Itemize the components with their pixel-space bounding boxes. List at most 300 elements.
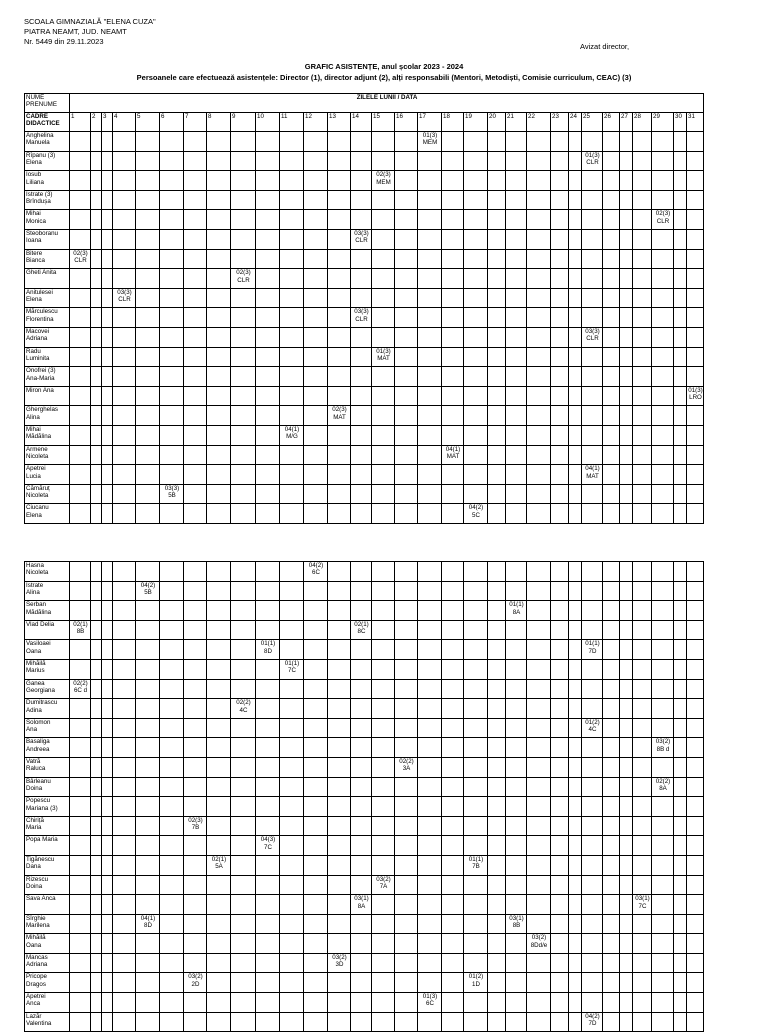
- day-cell: [488, 953, 506, 973]
- day-cell: [527, 601, 551, 621]
- day-cell: [464, 659, 488, 679]
- day-cell: [488, 151, 506, 171]
- day-cell: [256, 151, 280, 171]
- day-cell: [551, 210, 569, 230]
- day-cell: [231, 269, 256, 289]
- day-cell: [674, 445, 687, 465]
- table-row: [25, 367, 704, 387]
- day-cell: [506, 895, 527, 915]
- day-cell: [652, 347, 674, 367]
- day-cell: [551, 386, 569, 406]
- day-cell: [113, 895, 136, 915]
- day-cell: [160, 249, 184, 269]
- day-cell: [256, 367, 280, 387]
- assessment-class: MAT: [446, 452, 460, 460]
- day-cell: [442, 425, 464, 445]
- day-cell: [280, 504, 304, 524]
- day-cell: [160, 425, 184, 445]
- day-cell: [506, 562, 527, 582]
- day-cell: [506, 640, 527, 660]
- teacher-name: Gheti Anita: [25, 269, 70, 289]
- day-cell: [328, 132, 351, 152]
- day-cell: [184, 816, 207, 836]
- day-cell: [304, 953, 328, 973]
- day-cell: [442, 1012, 464, 1032]
- table-row: [25, 288, 704, 308]
- day-cell: [70, 406, 91, 426]
- day-cell: [351, 640, 372, 660]
- day-cell: [280, 679, 304, 699]
- day-cell: [372, 816, 395, 836]
- day-cell: [304, 504, 328, 524]
- day-cell: [620, 229, 633, 249]
- day-cell: [674, 327, 687, 347]
- day-cell: [372, 229, 395, 249]
- day-cell: [551, 581, 569, 601]
- day-cell: [184, 190, 207, 210]
- day-cell: [102, 895, 113, 915]
- day-cell: [551, 601, 569, 621]
- assessment-code: 02(2): [236, 699, 251, 707]
- day-cell: [418, 640, 442, 660]
- day-cell: [418, 1012, 442, 1032]
- day-cell: [442, 171, 464, 191]
- day-cell: [351, 973, 372, 993]
- day-cell: [582, 288, 603, 308]
- day-cell: [488, 210, 506, 230]
- day-cell: [70, 659, 91, 679]
- day-cell: [633, 465, 652, 485]
- day-cell: [372, 386, 395, 406]
- day-cell: [464, 308, 488, 328]
- day-cell: [207, 699, 231, 719]
- day-cell: [652, 229, 674, 249]
- table-row: [25, 269, 704, 289]
- day-cell: [527, 993, 551, 1013]
- day-number: 19: [464, 113, 488, 132]
- schedule-table-2: [24, 561, 704, 1032]
- day-cell: [488, 1012, 506, 1032]
- day-cell: [687, 308, 704, 328]
- day-cell: [652, 151, 674, 171]
- day-cell: [464, 777, 488, 797]
- day-cell: [633, 757, 652, 777]
- day-cell: [395, 757, 418, 777]
- day-cell: [652, 934, 674, 954]
- assessment-code: 04(1): [445, 445, 461, 453]
- day-cell: [102, 484, 113, 504]
- day-cell: [231, 777, 256, 797]
- day-cell: [620, 269, 633, 289]
- day-cell: [506, 875, 527, 895]
- day-cell: [506, 190, 527, 210]
- day-cell: [506, 699, 527, 719]
- day-cell: [687, 777, 704, 797]
- day-cell: [113, 210, 136, 230]
- day-cell: [506, 659, 527, 679]
- day-cell: [184, 327, 207, 347]
- day-cell: [620, 601, 633, 621]
- day-cell: [304, 757, 328, 777]
- day-cell: [569, 190, 582, 210]
- day-cell: [464, 249, 488, 269]
- day-cell: [113, 190, 136, 210]
- day-cell: [687, 504, 704, 524]
- day-cell: [488, 327, 506, 347]
- day-cell: [603, 934, 620, 954]
- day-cell: [620, 640, 633, 660]
- assessment-code: 03(3): [164, 484, 180, 492]
- day-cell: [160, 581, 184, 601]
- day-cell: [70, 308, 91, 328]
- day-cell: [620, 562, 633, 582]
- day-cell: [620, 308, 633, 328]
- day-cell: [136, 562, 160, 582]
- day-cell: [91, 640, 102, 660]
- day-cell: [102, 249, 113, 269]
- day-cell: [674, 993, 687, 1013]
- day-cell: [113, 601, 136, 621]
- day-cell: [633, 738, 652, 758]
- day-cell: [102, 1012, 113, 1032]
- day-cell: [620, 484, 633, 504]
- day-cell: [488, 679, 506, 699]
- day-cell: [102, 914, 113, 934]
- day-cell: [207, 425, 231, 445]
- day-cell: [569, 171, 582, 191]
- day-cell: [351, 425, 372, 445]
- assessment-class: 7D: [588, 1020, 597, 1028]
- day-cell: [372, 718, 395, 738]
- day-cell: [372, 465, 395, 485]
- assessment-class: CLR: [237, 276, 250, 284]
- assessment-class: 2D: [191, 980, 200, 988]
- day-cell: [464, 504, 488, 524]
- day-cell: [395, 601, 418, 621]
- day-cell: [442, 562, 464, 582]
- day-cell: [91, 367, 102, 387]
- day-cell: [418, 347, 442, 367]
- day-cell: [184, 347, 207, 367]
- day-cell: [328, 895, 351, 915]
- day-cell: [620, 738, 633, 758]
- day-cell: [160, 679, 184, 699]
- day-cell: [91, 679, 102, 699]
- day-cell: [91, 386, 102, 406]
- day-cell: [231, 151, 256, 171]
- day-cell: [652, 777, 674, 797]
- day-cell: [102, 445, 113, 465]
- day-cell: [652, 504, 674, 524]
- day-cell: [280, 718, 304, 738]
- day-cell: [136, 171, 160, 191]
- table-row: [25, 640, 704, 660]
- day-cell: [113, 1012, 136, 1032]
- day-cell: [184, 425, 207, 445]
- day-cell: [442, 249, 464, 269]
- day-cell: [464, 914, 488, 934]
- day-cell: [160, 484, 184, 504]
- day-cell: [328, 738, 351, 758]
- day-cell: [603, 425, 620, 445]
- day-cell: [160, 953, 184, 973]
- day-cell: [136, 659, 160, 679]
- day-cell: [687, 581, 704, 601]
- day-cell: [70, 504, 91, 524]
- day-cell: [207, 367, 231, 387]
- day-cell: [102, 718, 113, 738]
- day-cell: [256, 836, 280, 856]
- day-cell: [231, 327, 256, 347]
- day-cell: [256, 777, 280, 797]
- day-cell: [687, 347, 704, 367]
- day-cell: [582, 425, 603, 445]
- day-cell: [184, 562, 207, 582]
- day-cell: [464, 699, 488, 719]
- day-cell: [633, 934, 652, 954]
- assessment-code: 01(3): [422, 132, 438, 139]
- day-cell: [442, 777, 464, 797]
- day-cell: [569, 718, 582, 738]
- table-row: [25, 757, 704, 777]
- day-cell: [372, 777, 395, 797]
- assessment-code: 01(3): [585, 151, 600, 159]
- assessment-code: 03(1): [635, 895, 650, 903]
- day-cell: [551, 288, 569, 308]
- day-cell: [652, 308, 674, 328]
- day-cell: [674, 581, 687, 601]
- day-cell: [91, 581, 102, 601]
- day-cell: [687, 229, 704, 249]
- day-cell: [136, 288, 160, 308]
- day-cell: [551, 151, 569, 171]
- day-cell: [280, 836, 304, 856]
- teacher-name: Miron Ana: [25, 386, 70, 406]
- day-cell: [418, 757, 442, 777]
- day-cell: [442, 210, 464, 230]
- assessment-code: 02(3): [188, 816, 203, 824]
- day-cell: [527, 875, 551, 895]
- day-cell: [569, 269, 582, 289]
- day-cell: [582, 347, 603, 367]
- day-cell: [442, 367, 464, 387]
- day-cell: [582, 953, 603, 973]
- day-cell: [488, 973, 506, 993]
- day-cell: [527, 914, 551, 934]
- day-cell: [184, 718, 207, 738]
- day-cell: [488, 445, 506, 465]
- assessment-code: 02(3): [332, 406, 347, 414]
- day-cell: [102, 229, 113, 249]
- day-cell: [652, 367, 674, 387]
- day-cell: [687, 190, 704, 210]
- day-cell: [464, 425, 488, 445]
- day-cell: [418, 914, 442, 934]
- day-cell: [304, 797, 328, 817]
- assessment-class: 4C: [588, 726, 597, 734]
- day-cell: [70, 386, 91, 406]
- day-cell: [304, 973, 328, 993]
- day-cell: [582, 210, 603, 230]
- day-cell: [569, 484, 582, 504]
- day-cell: [231, 171, 256, 191]
- day-cell: [652, 1012, 674, 1032]
- day-cell: [488, 895, 506, 915]
- day-cell: [488, 718, 506, 738]
- day-cell: [620, 249, 633, 269]
- day-cell: [620, 1012, 633, 1032]
- day-cell: [633, 973, 652, 993]
- day-cell: [674, 562, 687, 582]
- day-cell: [102, 151, 113, 171]
- day-cell: [256, 190, 280, 210]
- day-number: 29: [652, 113, 674, 132]
- day-cell: [582, 386, 603, 406]
- day-cell: [395, 190, 418, 210]
- day-cell: [280, 738, 304, 758]
- day-cell: [687, 620, 704, 640]
- day-cell: [569, 914, 582, 934]
- day-cell: [569, 875, 582, 895]
- day-cell: [633, 777, 652, 797]
- day-cell: [207, 484, 231, 504]
- day-cell: [304, 895, 328, 915]
- day-cell: [184, 269, 207, 289]
- day-cell: [582, 934, 603, 954]
- day-cell: [91, 738, 102, 758]
- day-cell: [395, 171, 418, 191]
- day-cell: [603, 620, 620, 640]
- day-cell: [207, 620, 231, 640]
- day-cell: [91, 132, 102, 152]
- day-cell: [136, 190, 160, 210]
- day-cell: [207, 679, 231, 699]
- day-cell: [395, 288, 418, 308]
- day-cell: [506, 210, 527, 230]
- day-cell: [551, 679, 569, 699]
- day-cell: [506, 465, 527, 485]
- day-cell: [652, 327, 674, 347]
- day-cell: [652, 993, 674, 1013]
- assessment-class: 8A: [512, 608, 521, 616]
- day-cell: [231, 797, 256, 817]
- day-cell: [231, 190, 256, 210]
- day-cell: [372, 757, 395, 777]
- day-cell: [569, 229, 582, 249]
- day-cell: [70, 777, 91, 797]
- day-cell: [652, 914, 674, 934]
- day-cell: [113, 679, 136, 699]
- day-cell: [687, 973, 704, 993]
- day-cell: [603, 406, 620, 426]
- day-cell: [418, 895, 442, 915]
- day-cell: [351, 953, 372, 973]
- day-cell: [674, 640, 687, 660]
- assessment-code: 03(2): [655, 738, 671, 746]
- day-cell: [136, 699, 160, 719]
- day-cell: [372, 406, 395, 426]
- day-cell: [674, 973, 687, 993]
- assessment-code: 04(2): [308, 562, 324, 569]
- day-cell: [207, 249, 231, 269]
- day-cell: [569, 347, 582, 367]
- day-cell: [582, 308, 603, 328]
- day-cell: [256, 269, 280, 289]
- day-cell: [102, 855, 113, 875]
- assessment-code: 01(3): [688, 386, 703, 394]
- day-cell: [160, 620, 184, 640]
- day-cell: [304, 659, 328, 679]
- day-cell: [418, 308, 442, 328]
- day-cell: [652, 895, 674, 915]
- assessment-code: 03(2): [332, 953, 347, 961]
- assessment-code: 01(3): [422, 993, 438, 1001]
- day-cell: [372, 875, 395, 895]
- day-cell: [207, 210, 231, 230]
- day-cell: [488, 738, 506, 758]
- day-cell: [506, 151, 527, 171]
- day-cell: [442, 738, 464, 758]
- day-cell: [603, 973, 620, 993]
- day-cell: [527, 132, 551, 152]
- day-cell: [91, 562, 102, 582]
- day-cell: [527, 738, 551, 758]
- day-cell: [231, 288, 256, 308]
- day-cell: [652, 562, 674, 582]
- day-cell: [91, 229, 102, 249]
- assessment-code: 02(3): [655, 210, 671, 218]
- day-cell: [442, 659, 464, 679]
- assessment-class: 5B: [144, 589, 152, 596]
- day-cell: [652, 249, 674, 269]
- day-cell: [328, 504, 351, 524]
- day-number: 17: [418, 113, 442, 132]
- day-cell: [136, 445, 160, 465]
- day-cell: [582, 367, 603, 387]
- school-location: PIATRA NEAMT, JUD. NEAMT: [24, 27, 127, 36]
- day-cell: [687, 1012, 704, 1032]
- day-cell: [136, 581, 160, 601]
- day-cell: [652, 445, 674, 465]
- day-cell: [464, 934, 488, 954]
- day-cell: [395, 777, 418, 797]
- day-cell: [687, 249, 704, 269]
- day-cell: [231, 132, 256, 152]
- day-cell: [569, 738, 582, 758]
- day-cell: [304, 875, 328, 895]
- day-cell: [160, 601, 184, 621]
- day-cell: [70, 210, 91, 230]
- day-cell: [280, 816, 304, 836]
- table-row: [25, 777, 704, 797]
- schedule-table-1: [24, 93, 704, 524]
- day-cell: [442, 386, 464, 406]
- day-cell: [674, 777, 687, 797]
- day-cell: [207, 601, 231, 621]
- day-cell: [207, 386, 231, 406]
- assessment-code: 01(2): [585, 718, 600, 726]
- day-cell: [464, 132, 488, 152]
- day-cell: [633, 855, 652, 875]
- day-cell: [70, 620, 91, 640]
- assessment-class: 4C: [239, 706, 248, 714]
- day-cell: [569, 288, 582, 308]
- day-cell: [395, 386, 418, 406]
- day-cell: [256, 308, 280, 328]
- day-cell: [551, 347, 569, 367]
- day-cell: [551, 993, 569, 1013]
- day-cell: [351, 132, 372, 152]
